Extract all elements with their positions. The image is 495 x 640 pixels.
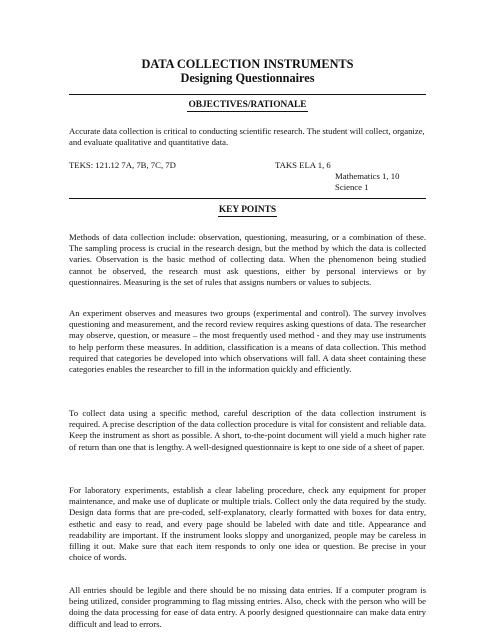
document-title: DATA COLLECTION INSTRUMENTS [141, 57, 354, 71]
taks-line-1: TAKS ELA 1, 6 [275, 160, 331, 170]
paragraph-collect-data: To collect data using a specific method, careful description of the data collection instrument is required. A precise description of the data collection procedure is vital for consistent and reliable data. Keep the instrument as short as possible. A short, to-the-point document will yield a much higher rate of return than one that is lengthy. A well-designed questionnaire is kept to one side of a sheet of paper. [69, 408, 426, 452]
paragraph-laboratory: For laboratory experiments, establish a clear labeling procedure, check any equipment for proper maintenance, and make use of duplicate or multiple trials. Collect only the data required by the study. Design data forms that are pre-coded, self-explanatory, clearly formatted with boxes for data entry, esthetic and easy to read, and every page should be labeled with date and title. Appearance and readability are important. If the instrument looks sloppy and unorganized, people may be careless in filling it out. Make sure that each item responds to only one idea or question. Be precise in your choice of words. [69, 485, 426, 563]
paragraph-methods: Methods of data collection include: observation, questioning, measuring, or a combination of these. The sampling process is crucial in the research design, but the method by which the data is collected varies. Observation is the basic method of collecting data. When the phenomenon being studied cannot be observed, the research must ask questions, either by personal interviews or by questionnaires. Measuring is the set of rules that assigns numbers or values to subjects. [69, 232, 426, 287]
key-points-heading-text: KEY POINTS [218, 205, 277, 215]
objectives-paragraph: Accurate data collection is critical to conducting scientific research. The student will collect, organize, and evaluate qualitative and quantitative data. [69, 126, 425, 148]
taks-line-2: Mathematics 1, 10 [335, 171, 400, 182]
taks-line-3: Science 1 [335, 182, 369, 193]
objectives-heading [0, 100, 495, 111]
paragraph-entries: All entries should be legible and there should be no missing data entries. If a computer program is being utilized, consider programming to flag missing entries. Also, check with the person who will be doing the data processing for ease of data entry. A poorly designed questionnaire can make data entry difficult and lead to errors. [69, 585, 426, 629]
objectives-heading-text: OBJECTIVES/RATIONALE [188, 100, 307, 110]
title-block [0, 57, 495, 85]
divider [69, 94, 426, 95]
paragraph-experiment: An experiment observes and measures two groups (experimental and control). The survey involves questioning and measurement, and the record review requires asking questions of data. The researcher may observe, question, or measure – the most frequently used method - and they may use instruments to help perform these measures. In addition, classification is a means of data collection. This method required that categories be developed into which observations will fall. A data sheet containing these categories enables the researcher to fill in the information quickly and efficiently. [69, 308, 426, 375]
document-subtitle: Designing Questionnaires [180, 71, 315, 85]
taks-block [275, 160, 399, 194]
key-points-heading [0, 205, 495, 216]
teks-line: TEKS: 121.12 7A, 7B, 7C, 7D [69, 160, 176, 170]
divider [69, 198, 426, 199]
